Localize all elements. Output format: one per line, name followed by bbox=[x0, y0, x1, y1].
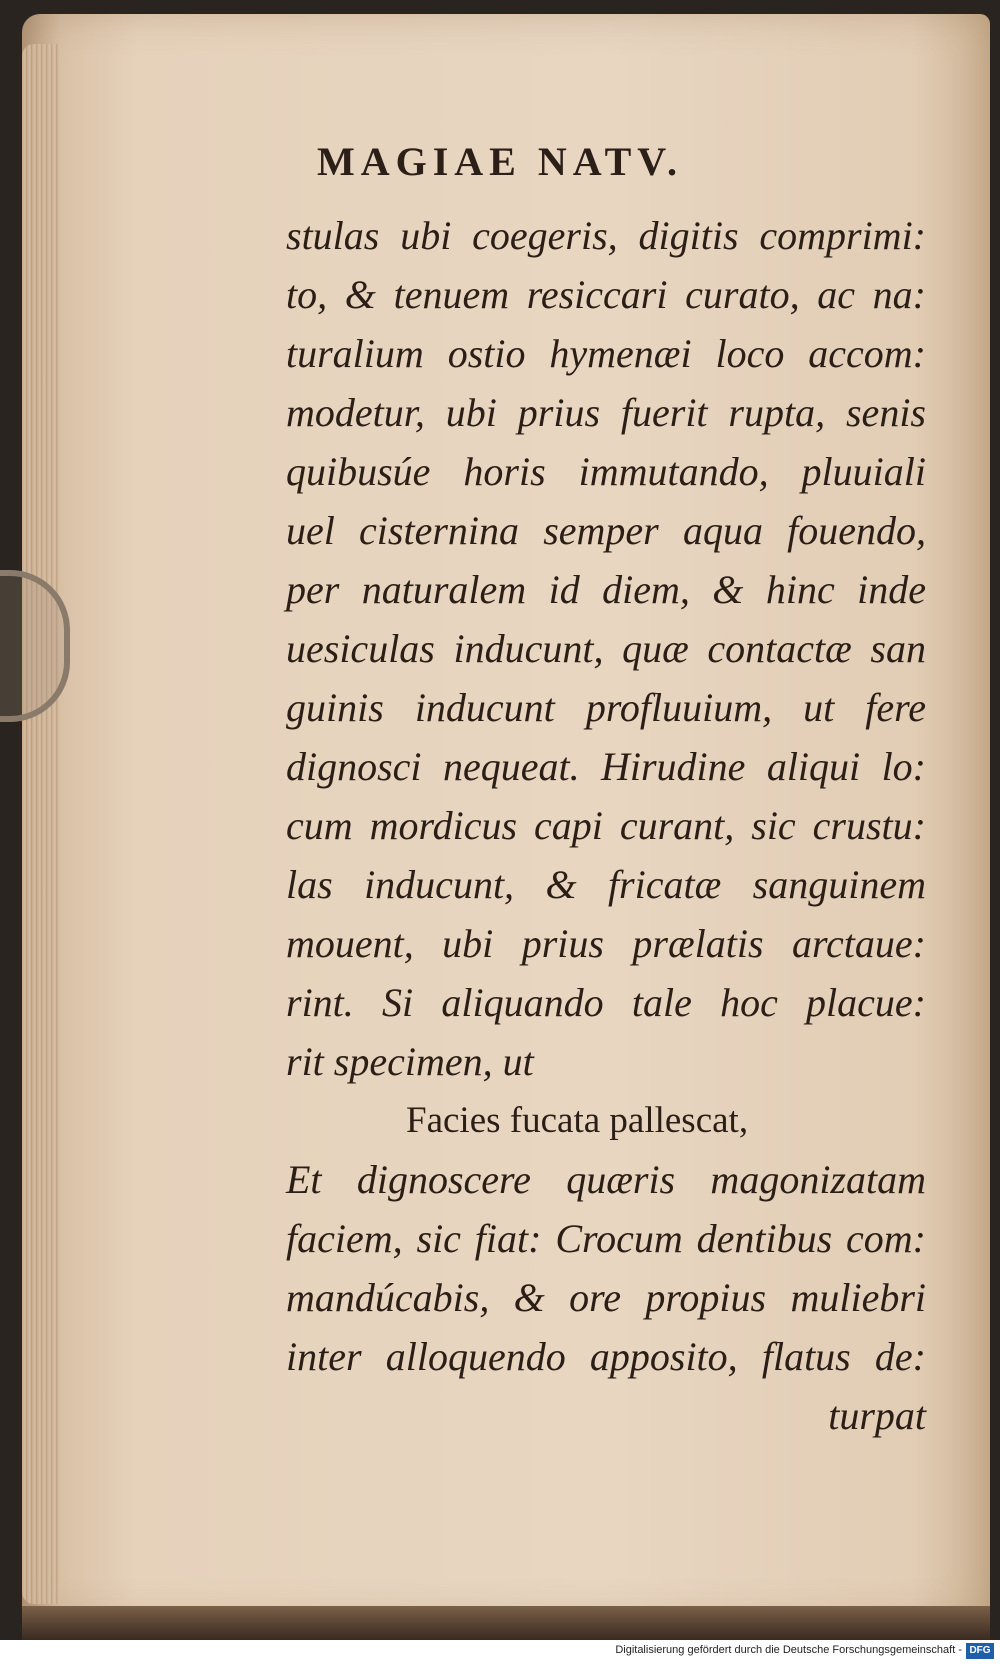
catchword: turpat bbox=[828, 1393, 926, 1438]
text-line: stulas ubi coegeris, digitis comprimi: bbox=[286, 213, 926, 258]
text-line: per naturalem id diem, & hinc inde bbox=[286, 567, 926, 612]
section-heading: Facies fucata pallescat, bbox=[406, 1100, 749, 1141]
text-line: faciem, sic fiat: Crocum dentibus com: bbox=[286, 1216, 926, 1261]
body-text bbox=[286, 206, 926, 1445]
text-line: rint. Si aliquando tale hoc placue: bbox=[286, 980, 926, 1025]
text-line: inter alloquendo apposito, flatus de: bbox=[286, 1334, 926, 1379]
text-line: guinis inducunt profluuium, ut fere bbox=[286, 685, 926, 730]
text-line: turalium ostio hymenæi loco accom: bbox=[286, 331, 926, 376]
footer-bar bbox=[0, 1640, 1000, 1664]
text-line: uel cisternina semper aqua fouendo, bbox=[286, 508, 926, 553]
text-line: uesiculas inducunt, quæ contactæ san bbox=[286, 626, 926, 671]
page-edges bbox=[22, 44, 60, 1604]
text-line: modetur, ubi prius fuerit rupta, senis bbox=[286, 390, 926, 435]
footer-credit: Digitalisierung gefördert durch die Deutsche Forschungsgemeinschaft - bbox=[615, 1644, 962, 1656]
dfg-logo[interactable]: DFG bbox=[966, 1643, 994, 1659]
text-line: mandúcabis, & ore propius muliebri bbox=[286, 1275, 926, 1320]
text-line: rit specimen, ut bbox=[286, 1039, 534, 1084]
running-header: MAGIAE NATV. bbox=[316, 139, 684, 184]
page-bottom-shadow bbox=[22, 1606, 990, 1640]
text-line: dignosci nequeat. Hirudine aliqui lo: bbox=[286, 744, 926, 789]
text-line: Et dignoscere quæris magonizatam bbox=[286, 1157, 926, 1202]
text-line: quibusúe horis immutando, pluuiali bbox=[286, 449, 926, 494]
text-line: cum mordicus capi curant, sic crustu: bbox=[286, 803, 926, 848]
text-line: mouent, ubi prius prælatis arctaue: bbox=[286, 921, 926, 966]
text-line: to, & tenuem resiccari curato, ac na: bbox=[286, 272, 926, 317]
text-line: las inducunt, & fricatæ sanguinem bbox=[286, 862, 926, 907]
